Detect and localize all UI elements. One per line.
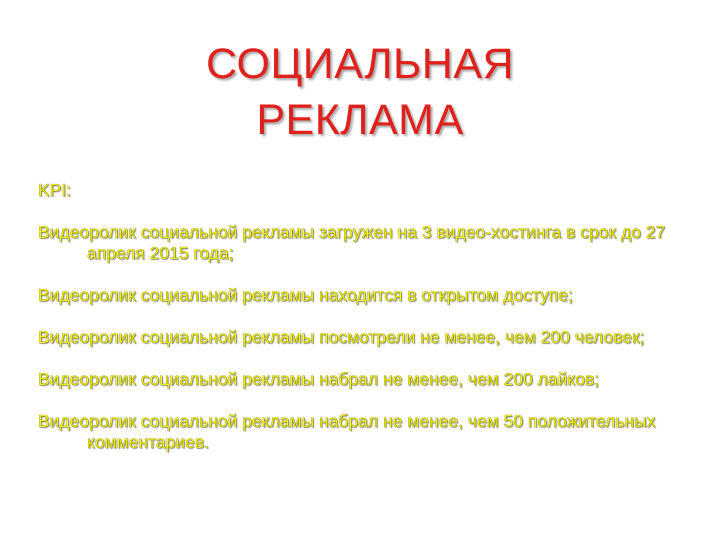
title-line-1: СОЦИАЛЬНАЯ (205, 40, 515, 88)
kpi-item-public-access: Видеоролик социальной рекламы находится в открытом доступе; (38, 285, 573, 305)
kpi-item-likes: Видеоролик социальной рекламы набрал не менее, чем 200 лайков; (38, 369, 600, 389)
kpi-item-comments: Видеоролик социальной рекламы набрал не менее, чем 50 положительных комментариев. (38, 411, 656, 452)
kpi-item-upload: Видеоролик социальной рекламы загружен на 3 видео-хостинга в срок до 27 апреля 2015 года; (38, 222, 666, 263)
slide-body (38, 180, 688, 474)
slide-title (0, 36, 720, 148)
kpi-item-views: Видеоролик социальной рекламы посмотрели не менее, чем 200 человек; (38, 327, 645, 347)
title-line-2: РЕКЛАМА (256, 96, 464, 144)
kpi-list (38, 222, 688, 453)
kpi-label: KPI: (38, 180, 72, 200)
